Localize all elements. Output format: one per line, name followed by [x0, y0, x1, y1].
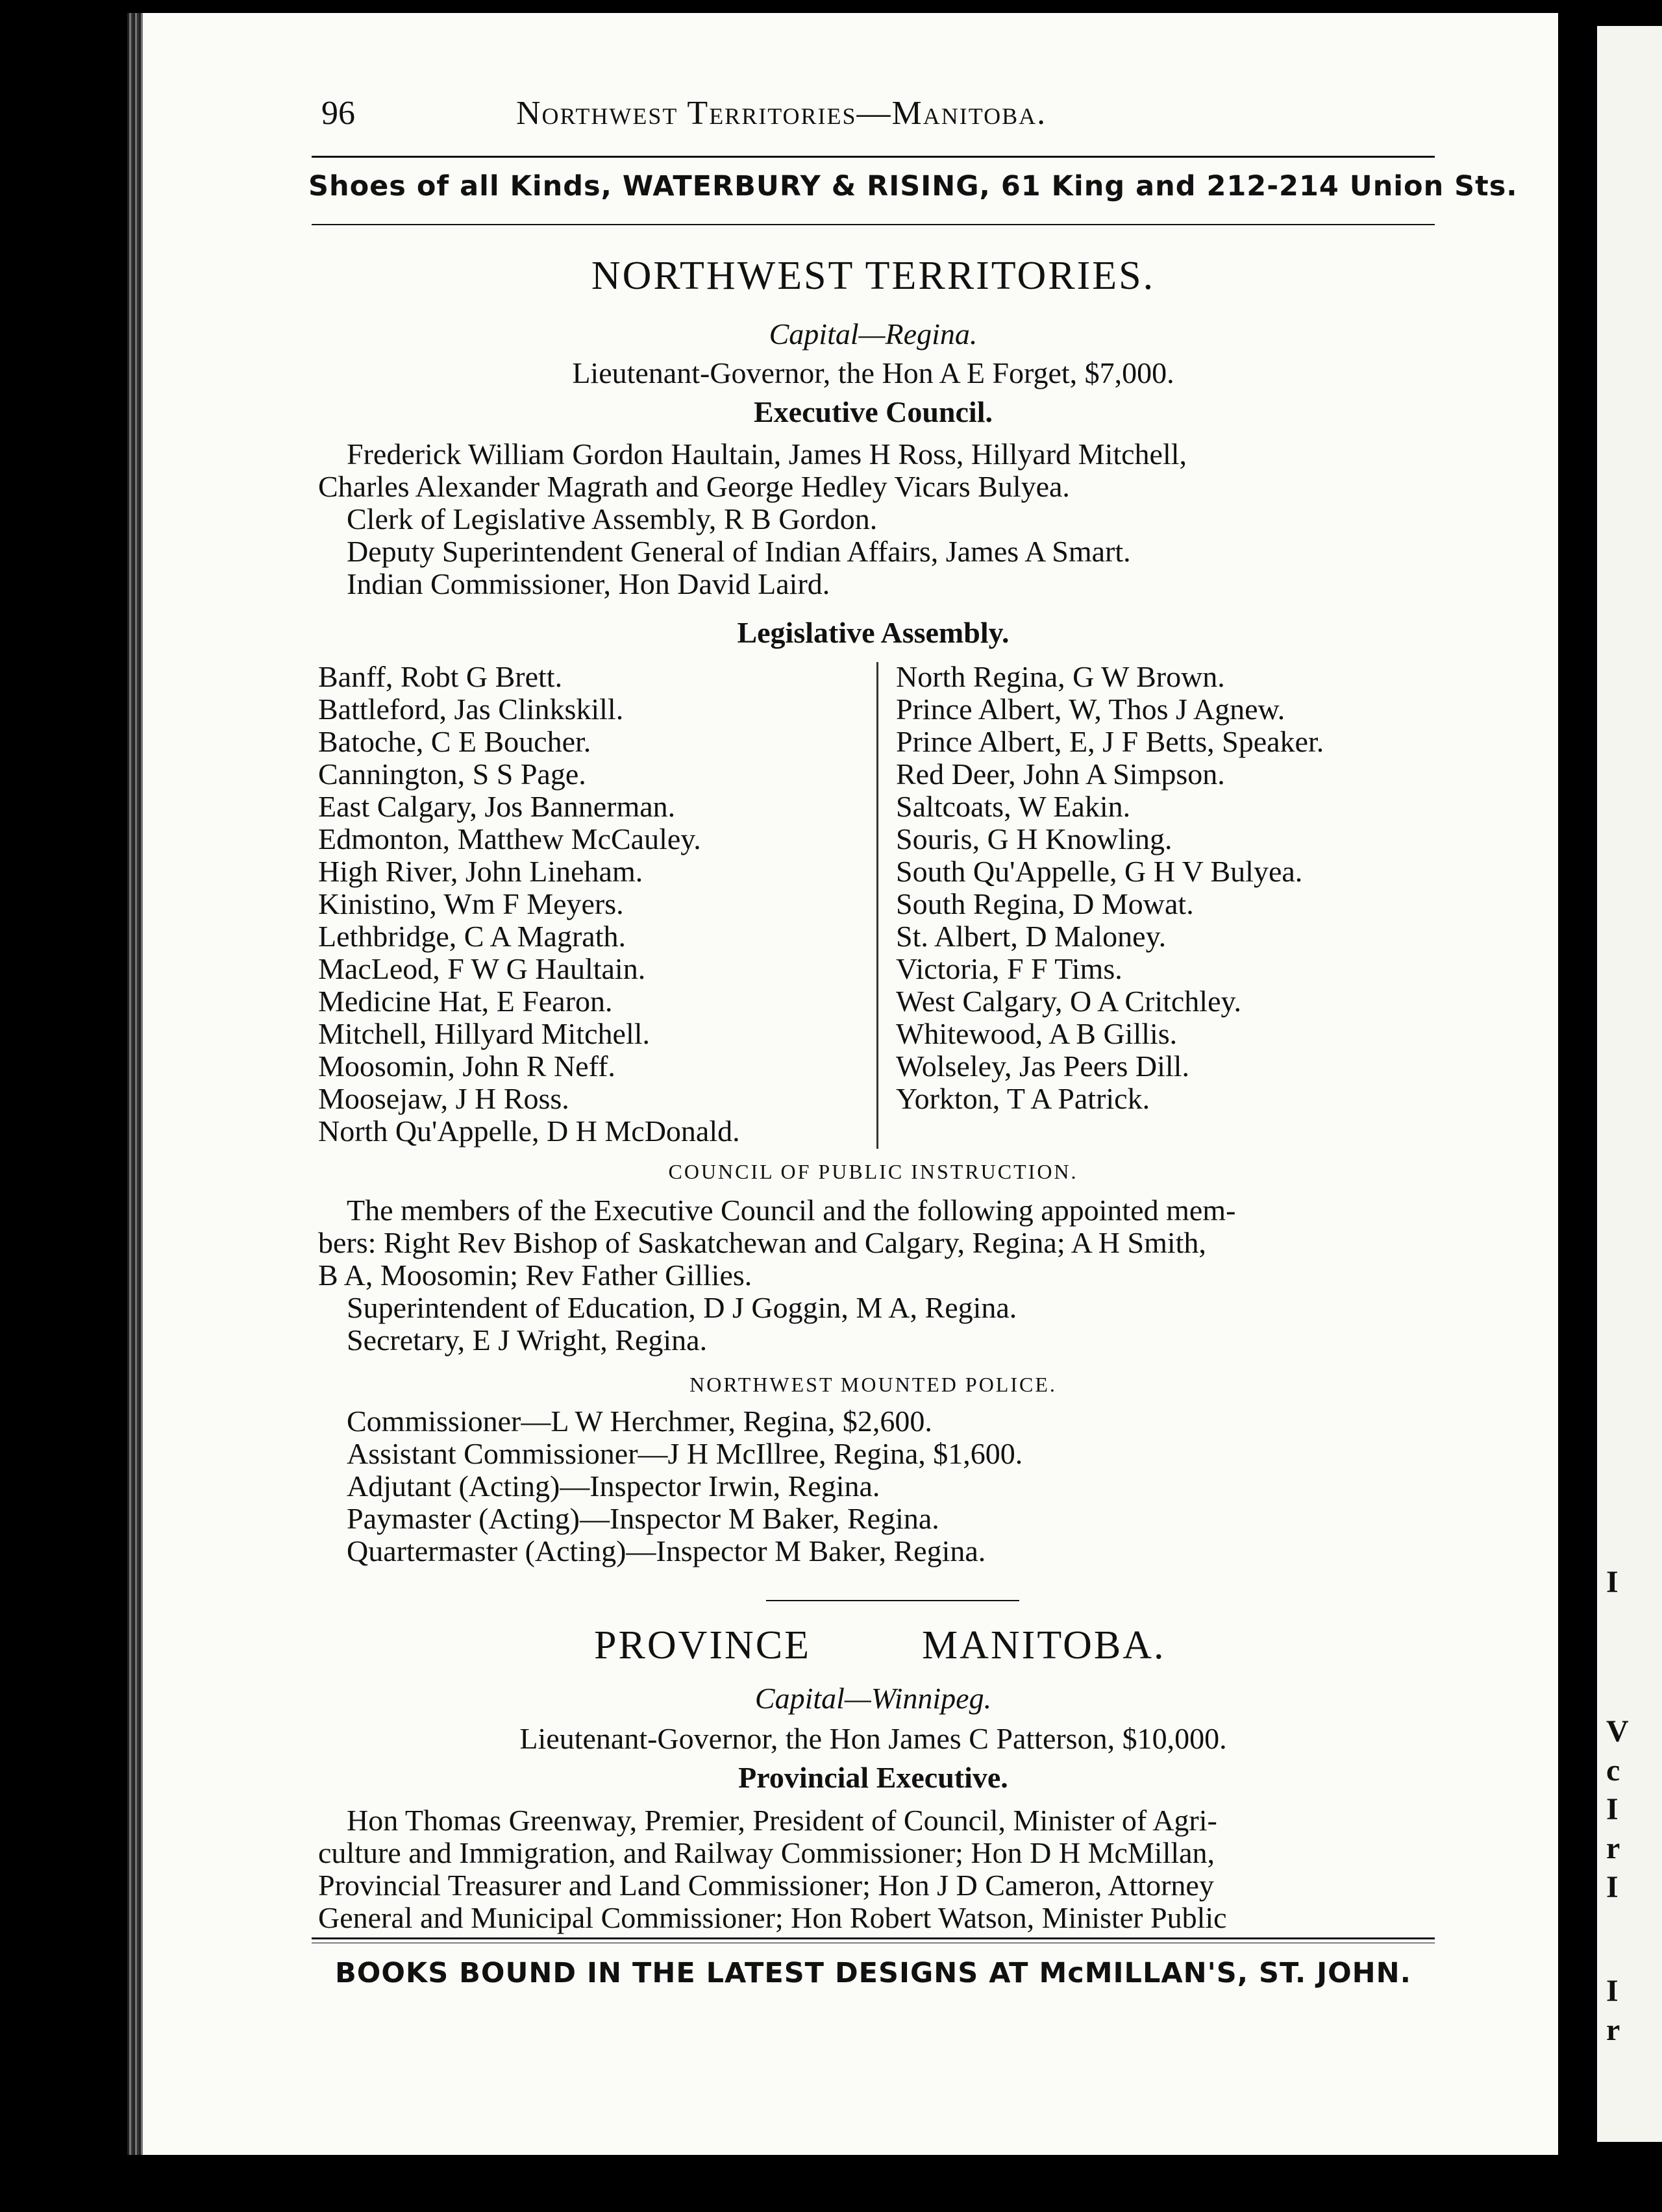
book-spine-edge	[127, 13, 143, 2155]
mounted-police-list	[347, 1405, 1435, 1567]
list-item: Yorkton, T A Patrick.	[896, 1082, 1150, 1115]
manitoba-capital: Capital—Winnipeg.	[754, 1682, 992, 1715]
text-line: bers: Right Rev Bishop of Saskatchewan and Calgary, Regina; A H Smith,	[318, 1226, 1206, 1259]
executive-council-list	[318, 438, 1435, 600]
list-item: Saltcoats, W Eakin.	[896, 790, 1131, 823]
assembly-list-left	[318, 661, 863, 1148]
list-item: Kinistino, Wm F Meyers.	[318, 887, 624, 920]
text-line: The members of the Executive Council and the following appointed mem-	[347, 1194, 1236, 1227]
text-line: Hon Thomas Greenway, Premier, President of Council, Minister of Agri-	[347, 1804, 1217, 1837]
rule	[312, 224, 1435, 225]
text-line: Superintendent of Education, D J Goggin, M A, Regina.	[347, 1291, 1017, 1324]
text-line: Clerk of Legislative Assembly, R B Gordon.	[347, 502, 878, 535]
list-item: South Qu'Appelle, G H V Bulyea.	[896, 855, 1303, 888]
adjacent-page-fragment: I	[1606, 1565, 1619, 1599]
text-line: Adjutant (Acting)—Inspector Irwin, Regina.	[347, 1469, 880, 1503]
adjacent-page-fragment: I	[1606, 1974, 1619, 2008]
text-line: B A, Moosomin; Rev Father Gillies.	[318, 1259, 752, 1292]
list-item: Souris, G H Knowling.	[896, 822, 1172, 855]
list-item: East Calgary, Jos Bannerman.	[318, 790, 676, 823]
text-line: Frederick William Gordon Haultain, James H Ross, Hillyard Mitchell,	[347, 437, 1187, 471]
running-head	[321, 94, 1217, 133]
list-item: Red Deer, John A Simpson.	[896, 757, 1225, 791]
text-line: Quartermaster (Acting)—Inspector M Baker, Regina.	[347, 1534, 986, 1567]
top-advertisement: Shoes of all Kinds, WATERBURY & RISING, 61 King and 212-214 Union Sts.	[308, 170, 1518, 203]
list-item: MacLeod, F W G Haultain.	[318, 952, 646, 985]
text-line: Indian Commissioner, Hon David Laird.	[347, 567, 830, 600]
list-item: Victoria, F F Tims.	[896, 952, 1122, 985]
list-item: North Qu'Appelle, D H McDonald.	[318, 1114, 740, 1148]
manitoba-lieutenant-governor: Lieutenant-Governor, the Hon James C Patterson, $10,000.	[519, 1722, 1227, 1755]
list-item: Edmonton, Matthew McCauley.	[318, 822, 701, 855]
section-heading-nwt: NORTHWEST TERRITORIES.	[591, 254, 1156, 298]
text-line: Commissioner—L W Herchmer, Regina, $2,600.	[347, 1405, 932, 1438]
list-item: Batoche, C E Boucher.	[318, 725, 591, 758]
text-line: Assistant Commissioner—J H McIllree, Regina, $1,600.	[347, 1437, 1023, 1470]
list-item: West Calgary, O A Critchley.	[896, 985, 1242, 1018]
legislative-assembly-heading: Legislative Assembly.	[737, 616, 1010, 649]
column-divider	[876, 662, 878, 1149]
council-public-instruction-text	[318, 1194, 1435, 1357]
manitoba-heading-right: MANITOBA.	[922, 1623, 1166, 1667]
text-line: General and Municipal Commissioner; Hon Robert Watson, Minister Public	[318, 1901, 1227, 1934]
text-line: Secretary, E J Wright, Regina.	[347, 1323, 708, 1357]
page-number: 96	[321, 95, 355, 132]
text-line: Deputy Superintendent General of Indian Affairs, James A Smart.	[347, 535, 1131, 568]
list-item: Wolseley, Jas Peers Dill.	[896, 1050, 1189, 1083]
list-item: Moosejaw, J H Ross.	[318, 1082, 569, 1115]
list-item: South Regina, D Mowat.	[896, 887, 1194, 920]
mounted-police-heading: NORTHWEST MOUNTED POLICE.	[689, 1373, 1057, 1396]
list-item: North Regina, G W Brown.	[896, 660, 1225, 693]
manitoba-heading-left: PROVINCE	[594, 1623, 812, 1667]
adjacent-page-edge	[1597, 26, 1662, 2142]
adjacent-page-fragment: V	[1606, 1714, 1629, 1749]
list-item: Prince Albert, E, J F Betts, Speaker.	[896, 725, 1324, 758]
text-line: Paymaster (Acting)—Inspector M Baker, Regina.	[347, 1502, 939, 1535]
list-item: Cannington, S S Page.	[318, 757, 586, 791]
list-item: Banff, Robt G Brett.	[318, 660, 563, 693]
adjacent-page-fragment: r	[1606, 1831, 1620, 1865]
bottom-advertisement: BOOKS BOUND IN THE LATEST DESIGNS AT McMILLAN'S, ST. JOHN.	[335, 1957, 1411, 1989]
list-item: Moosomin, John R Neff.	[318, 1050, 615, 1083]
adjacent-page-fragment: c	[1606, 1753, 1620, 1788]
list-item: Whitewood, A B Gillis.	[896, 1017, 1178, 1050]
provincial-executive-text	[318, 1804, 1435, 1934]
adjacent-page-fragment: I	[1606, 1792, 1619, 1826]
nwt-capital: Capital—Regina.	[769, 317, 978, 350]
text-line: Charles Alexander Magrath and George Hedley Vicars Bulyea.	[318, 470, 1070, 503]
assembly-list-right	[896, 661, 1435, 1115]
rule	[312, 1937, 1435, 1939]
list-item: Battleford, Jas Clinkskill.	[318, 693, 624, 726]
provincial-executive-heading: Provincial Executive.	[738, 1761, 1008, 1794]
list-item: Medicine Hat, E Fearon.	[318, 985, 613, 1018]
executive-council-heading: Executive Council.	[754, 395, 993, 428]
text-line: Provincial Treasurer and Land Commissioner; Hon J D Cameron, Attorney	[318, 1869, 1214, 1902]
list-item: St. Albert, D Maloney.	[896, 920, 1167, 953]
list-item: Prince Albert, W, Thos J Agnew.	[896, 693, 1285, 726]
nwt-lieutenant-governor: Lieutenant-Governor, the Hon A E Forget, $7,000.	[572, 356, 1174, 389]
rule	[312, 156, 1435, 158]
running-title: Northwest Territories—Manitoba.	[516, 95, 1047, 132]
council-public-instruction-heading: COUNCIL OF PUBLIC INSTRUCTION.	[668, 1160, 1078, 1183]
text-line: culture and Immigration, and Railway Commissioner; Hon D H McMillan,	[318, 1836, 1215, 1869]
adjacent-page-fragment: r	[1606, 2013, 1620, 2047]
list-item: Lethbridge, C A Magrath.	[318, 920, 626, 953]
section-separator	[766, 1600, 1019, 1601]
list-item: High River, John Lineham.	[318, 855, 643, 888]
adjacent-page-fragment: I	[1606, 1870, 1619, 1904]
list-item: Mitchell, Hillyard Mitchell.	[318, 1017, 651, 1050]
